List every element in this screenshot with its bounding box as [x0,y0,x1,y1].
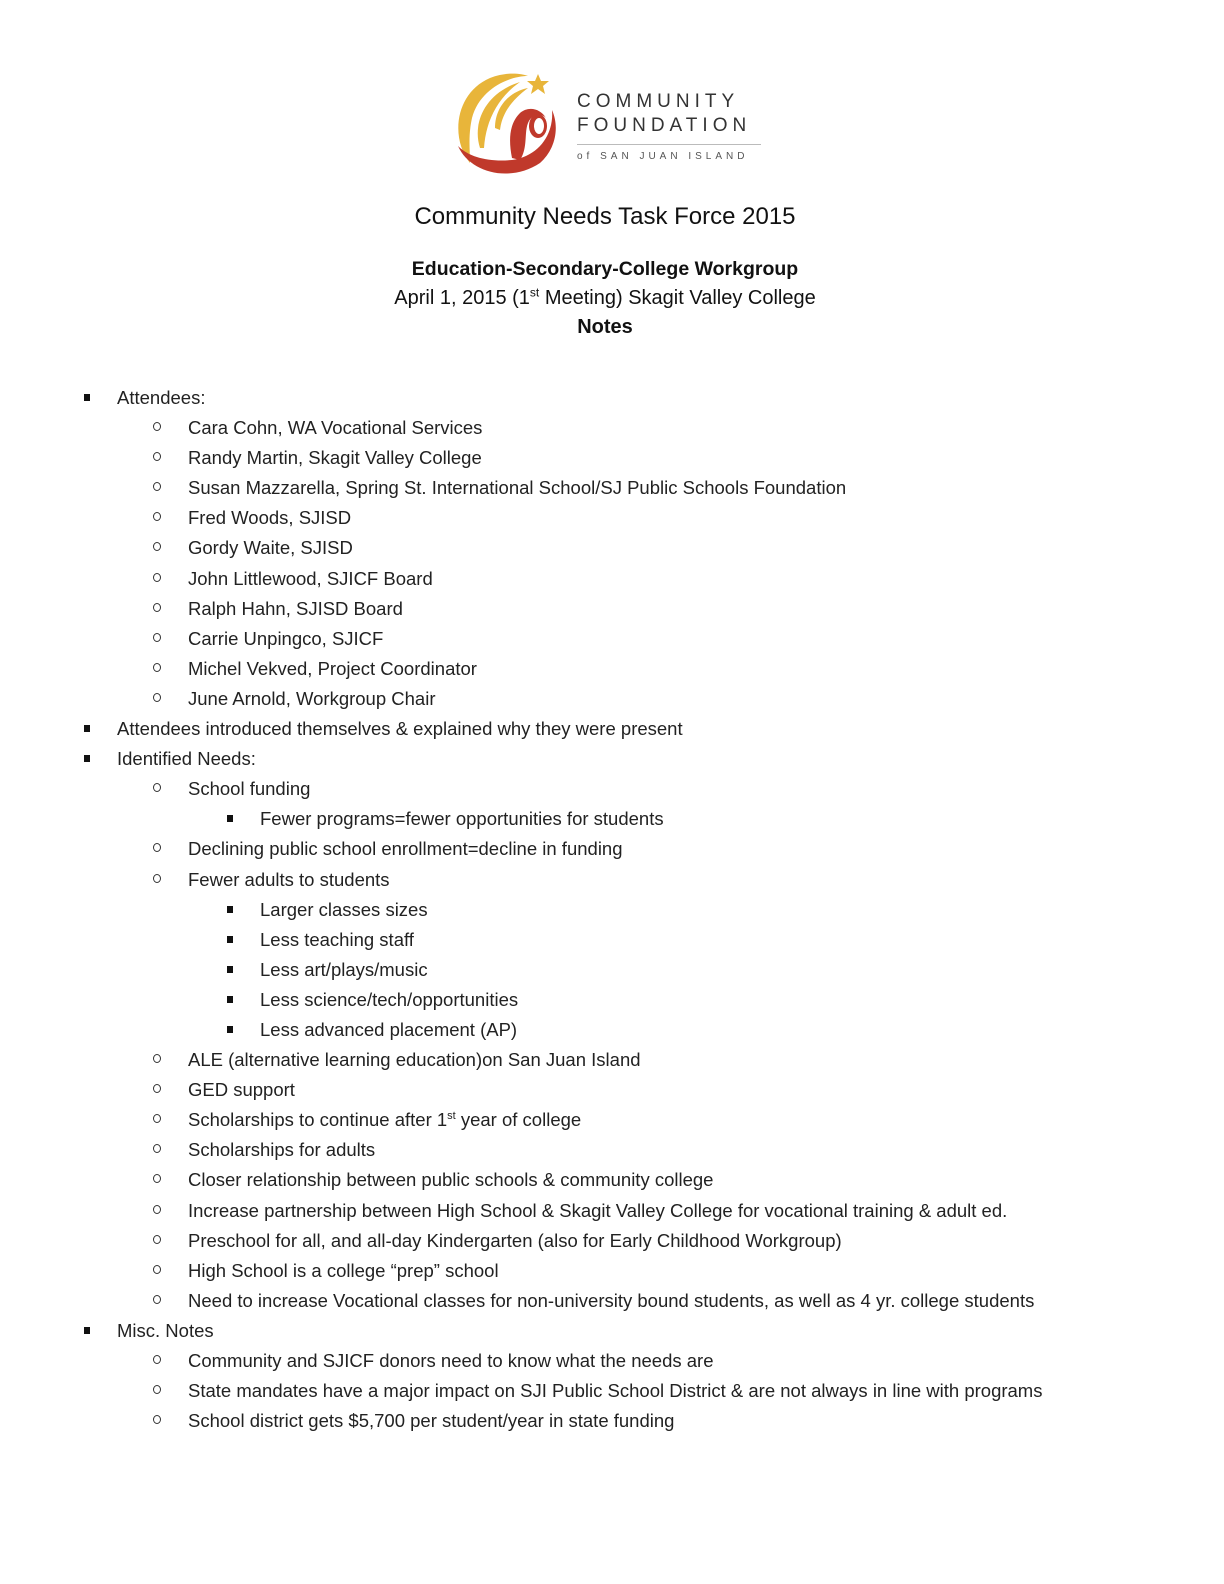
list-item: Susan Mazzarella, Spring St. International School/SJ Public Schools Foundation [0,474,1224,504]
list-item: State mandates have a major impact on SJI Public School District & are not always in line with programs [0,1377,1224,1407]
circle-bullet-icon [153,663,161,672]
circle-bullet-icon [153,1084,161,1093]
date-ordinal: st [529,285,540,300]
sub-list-item: Less advanced placement (AP) [0,1016,1224,1046]
section-introductions: Attendees introduced themselves & explained why they were present [0,715,1224,745]
list-item: Preschool for all, and all-day Kindergarten (also for Early Childhood Workgroup) [0,1227,1224,1257]
list-item: Community and SJICF donors need to know what the needs are [0,1347,1224,1377]
circle-bullet-icon [153,693,161,702]
circle-bullet-icon [153,1114,161,1123]
sub-list-item: Fewer programs=fewer opportunities for students [0,805,1224,835]
section-misc-notes: Misc. Notes [0,1317,1224,1347]
date-suffix: Meeting) Skagit Valley College [539,287,816,309]
circle-bullet-icon [153,874,161,883]
logo-divider [577,144,761,145]
sub-list-item: Less teaching staff [0,926,1224,956]
notes-heading: Notes [577,316,633,338]
sub-list-item: Larger classes sizes [0,896,1224,926]
list-item: School district gets $5,700 per student/year in state funding [0,1407,1224,1437]
document-title: Community Needs Task Force 2015 [414,203,796,230]
community-foundation-logo [450,68,770,183]
notes-list [0,384,1224,1437]
list-item: Michel Vekved, Project Coordinator [0,655,1224,685]
circle-bullet-icon [153,633,161,642]
circle-bullet-icon [153,1235,161,1244]
circle-bullet-icon [153,542,161,551]
list-item: Fred Woods, SJISD [0,504,1224,534]
circle-bullet-icon [153,452,161,461]
list-item: Fewer adults to students [0,866,1224,896]
section-attendees: Attendees: [0,384,1224,414]
sub-list-item: Less art/plays/music [0,956,1224,986]
date-prefix: April 1, 2015 (1 [394,287,530,309]
circle-bullet-icon [153,1355,161,1364]
square-bullet-icon [84,394,90,401]
list-item: Scholarships to continue after 1st year of college [0,1106,1224,1136]
circle-bullet-icon [153,1265,161,1274]
list-item: High School is a college “prep” school [0,1257,1224,1287]
square-bullet-icon [227,906,233,913]
circle-bullet-icon [153,1174,161,1183]
list-item: GED support [0,1076,1224,1106]
list-item: Cara Cohn, WA Vocational Services [0,414,1224,444]
list-item: School funding [0,775,1224,805]
list-item: Need to increase Vocational classes for non-university bound students, as well as 4 yr. college students [0,1287,1224,1317]
list-item: Closer relationship between public schools & community college [0,1166,1224,1196]
circle-bullet-icon [153,843,161,852]
list-item: Scholarships for adults [0,1136,1224,1166]
circle-bullet-icon [153,422,161,431]
square-bullet-icon [227,815,233,822]
list-item: John Littlewood, SJICF Board [0,565,1224,595]
list-item: Gordy Waite, SJISD [0,534,1224,564]
circle-bullet-icon [153,573,161,582]
meeting-dateline [0,287,1210,310]
logo-text-location: of SAN JUAN ISLAND [577,151,749,162]
square-bullet-icon [227,936,233,943]
list-item: June Arnold, Workgroup Chair [0,685,1224,715]
circle-bullet-icon [153,783,161,792]
logo-text-community: COMMUNITY [577,91,740,112]
list-item: ALE (alternative learning education)on San Juan Island [0,1046,1224,1076]
list-item: Ralph Hahn, SJISD Board [0,595,1224,625]
circle-bullet-icon [153,1054,161,1063]
square-bullet-icon [84,1327,90,1334]
circle-bullet-icon [153,1385,161,1394]
sub-list-item: Less science/tech/opportunities [0,986,1224,1016]
list-item: Randy Martin, Skagit Valley College [0,444,1224,474]
circle-bullet-icon [153,1295,161,1304]
circle-bullet-icon [153,512,161,521]
section-identified-needs: Identified Needs: [0,745,1224,775]
square-bullet-icon [84,725,90,732]
logo-emblem-icon [450,68,565,183]
circle-bullet-icon [153,1144,161,1153]
circle-bullet-icon [153,603,161,612]
square-bullet-icon [227,996,233,1003]
list-item: Declining public school enrollment=decline in funding [0,835,1224,865]
logo-text-foundation: FOUNDATION [577,115,752,136]
workgroup-heading: Education-Secondary-College Workgroup [411,258,799,280]
square-bullet-icon [227,1026,233,1033]
circle-bullet-icon [153,482,161,491]
circle-bullet-icon [153,1205,161,1214]
square-bullet-icon [84,755,90,762]
list-item: Increase partnership between High School & Skagit Valley College for vocational training & adult ed. [0,1197,1224,1227]
circle-bullet-icon [153,1415,161,1424]
square-bullet-icon [227,966,233,973]
list-item: Carrie Unpingco, SJICF [0,625,1224,655]
